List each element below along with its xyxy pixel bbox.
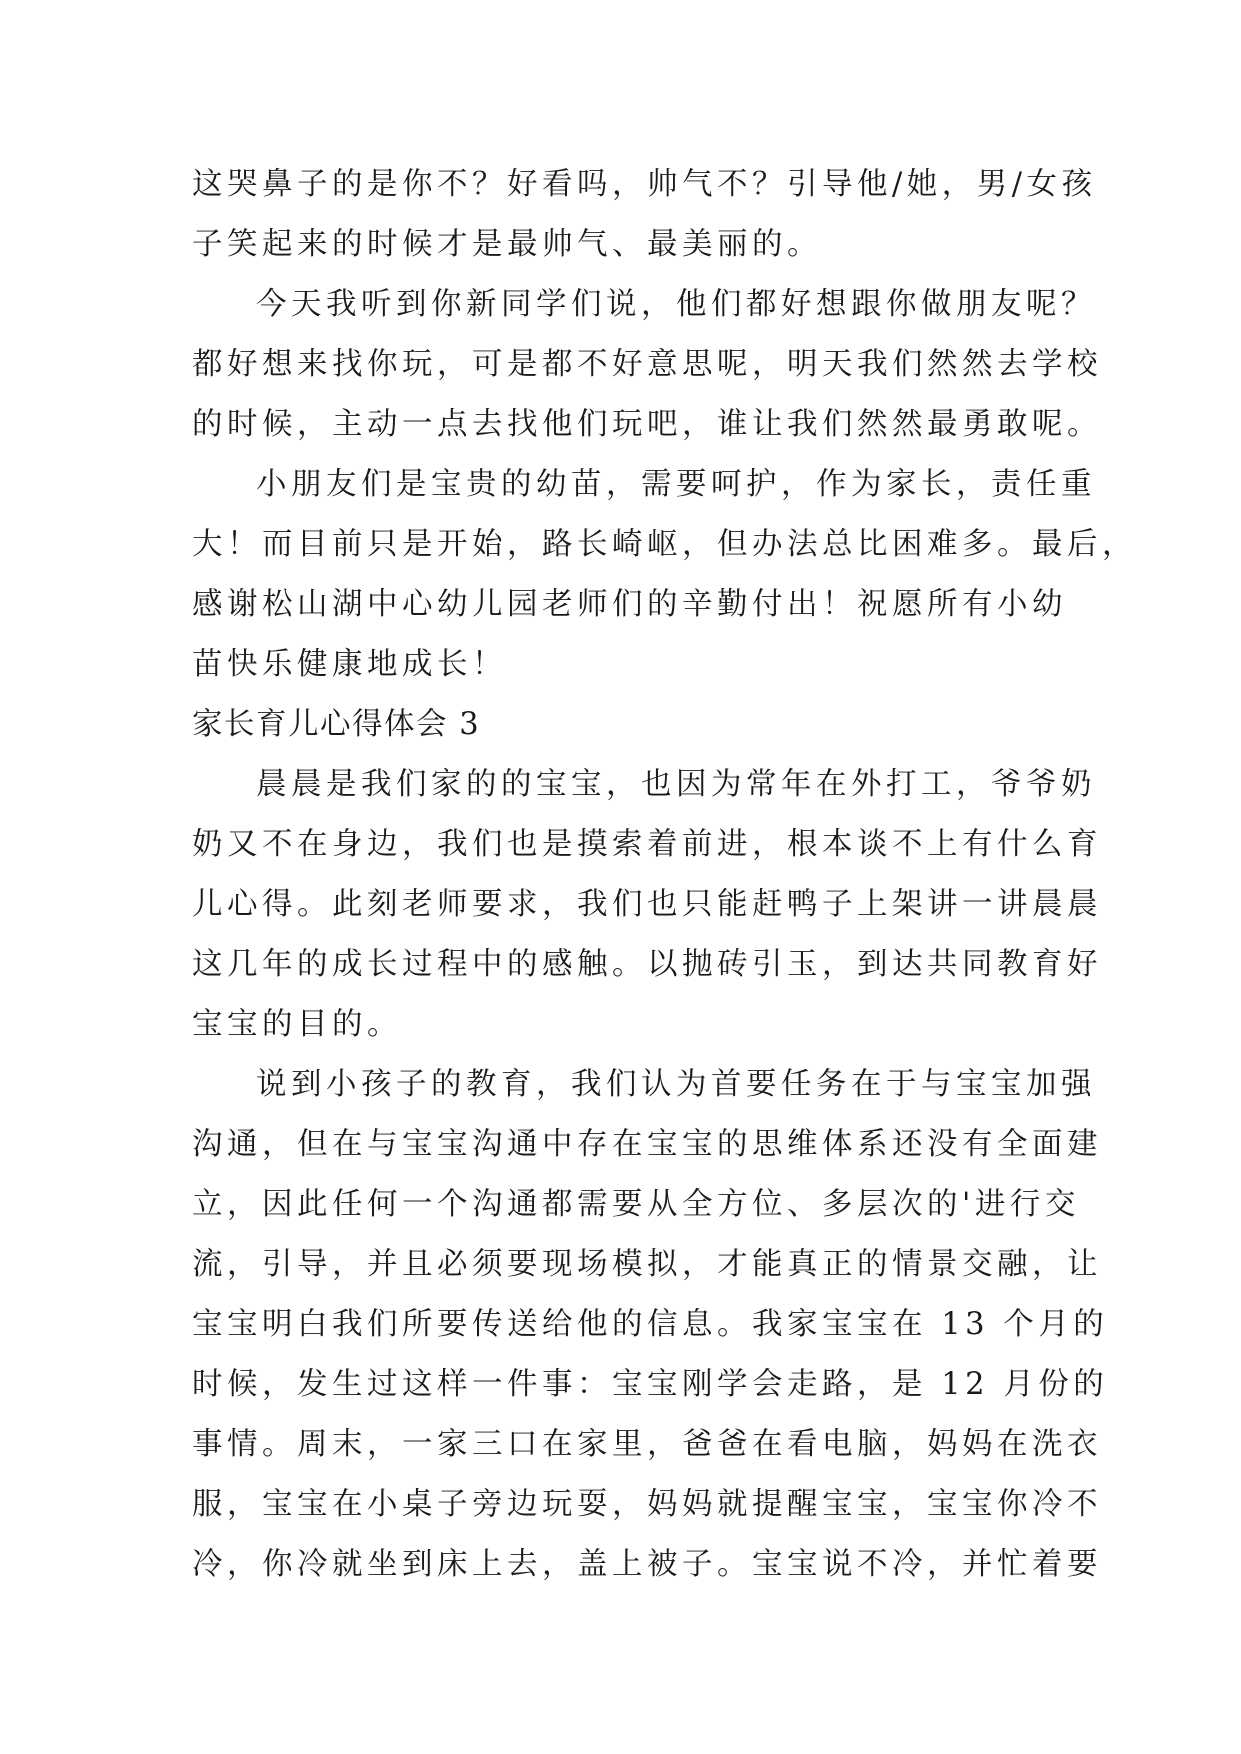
text-line: 小朋友们是宝贵的幼苗，需要呵护，作为家长，责任重 <box>256 467 1096 502</box>
text-line: 苗快乐健康地成长！ <box>192 647 507 682</box>
text-line: 儿心得。此刻老师要求，我们也只能赶鸭子上架讲一讲晨晨 <box>192 887 1102 922</box>
text-line: 大！而目前只是开始，路长崎岖，但办法总比困难多。最后， <box>192 527 1137 562</box>
text-line: 晨晨是我们家的的宝宝，也因为常年在外打工，爷爷奶 <box>256 767 1096 802</box>
text-line: 立，因此任何一个沟通都需要从全方位、多层次的'进行交 <box>192 1187 1080 1222</box>
text-line: 这几年的成长过程中的感触。以抛砖引玉，到达共同教育好 <box>192 947 1102 982</box>
text-line: 子笑起来的时候才是最帅气、最美丽的。 <box>192 227 822 262</box>
paragraph <box>192 1055 1109 1595</box>
text-line: 都好想来找你玩，可是都不好意思呢，明天我们然然去学校 <box>192 347 1102 382</box>
text-line: 事情。周末，一家三口在家里，爸爸在看电脑，妈妈在洗衣 <box>192 1427 1102 1462</box>
paragraph <box>192 755 1102 1055</box>
text-line: 感谢松山湖中心幼儿园老师们的辛勤付出！祝愿所有小幼 <box>192 587 1067 622</box>
text-line: 时候，发生过这样一件事：宝宝刚学会走路，是 12 月份的 <box>192 1367 1109 1402</box>
text-line: 宝宝明白我们所要传送给他的信息。我家宝宝在 13 个月的 <box>192 1307 1109 1342</box>
text-line: 这哭鼻子的是你不？好看吗，帅气不？引导他/她，男/女孩 <box>192 167 1097 202</box>
text-line: 服，宝宝在小桌子旁边玩耍，妈妈就提醒宝宝，宝宝你冷不 <box>192 1487 1102 1522</box>
text-line: 沟通，但在与宝宝沟通中存在宝宝的思维体系还没有全面建 <box>192 1127 1102 1162</box>
document-body <box>192 155 1137 1595</box>
text-line: 说到小孩子的教育，我们认为首要任务在于与宝宝加强 <box>256 1067 1096 1102</box>
paragraph <box>192 455 1137 695</box>
text-line: 今天我听到你新同学们说，他们都好想跟你做朋友呢？ <box>256 287 1096 322</box>
section-heading: 家长育儿心得体会 3 <box>192 707 481 742</box>
text-line: 的时候，主动一点去找他们玩吧，谁让我们然然最勇敢呢。 <box>192 407 1102 442</box>
text-line: 冷，你冷就坐到床上去，盖上被子。宝宝说不冷，并忙着要 <box>192 1547 1102 1582</box>
paragraph <box>192 275 1102 455</box>
paragraph-continuation <box>192 155 1097 275</box>
text-line: 宝宝的目的。 <box>192 1007 402 1042</box>
text-line: 流，引导，并且必须要现场模拟，才能真正的情景交融，让 <box>192 1247 1102 1282</box>
text-line: 奶又不在身边，我们也是摸索着前进，根本谈不上有什么育 <box>192 827 1102 862</box>
